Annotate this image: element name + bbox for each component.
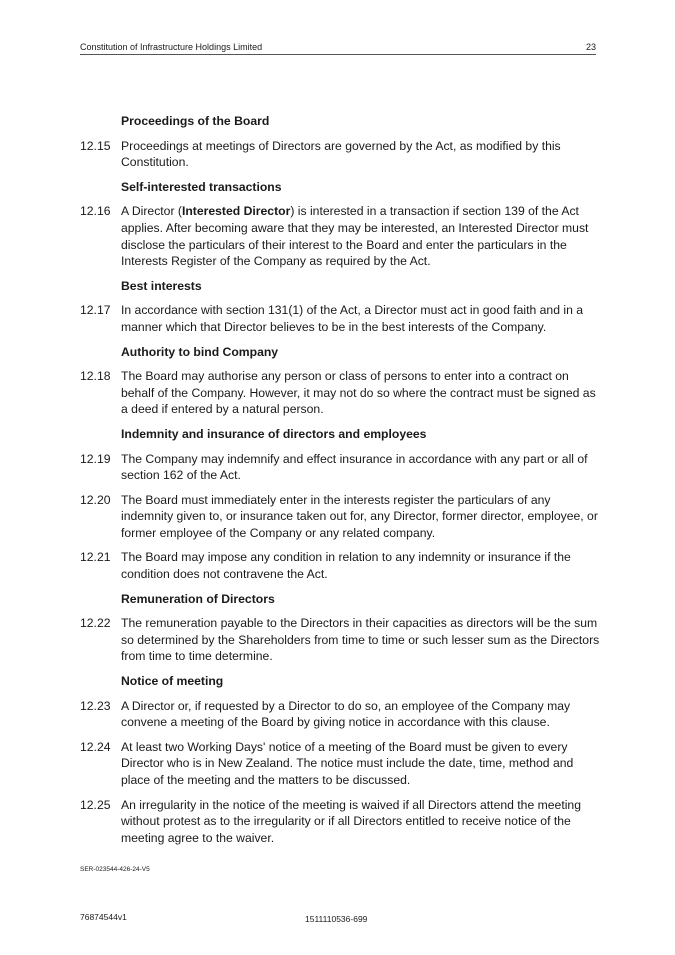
section-heading: Proceedings of the Board bbox=[121, 114, 270, 128]
section-heading: Authority to bind Company bbox=[121, 344, 279, 359]
clause bbox=[80, 138, 600, 171]
clause-text: Proceedings at meetings of Directors are governed by the Act, as modified by this Constitution. bbox=[121, 138, 561, 170]
page-header bbox=[80, 36, 596, 52]
footer-doc-id: 76874544v1 bbox=[80, 912, 127, 922]
clause-number: 12.20 bbox=[80, 492, 111, 507]
clause-text-part: ) is interested in a transaction if section 139 of the Act applies. After becoming aware that they may be interested, an Interested Director must disclose the particulars of their interest to the Board and enter the particulars in the Interests Register of the Company as required by the Act. bbox=[121, 204, 589, 269]
clause bbox=[80, 698, 600, 731]
clause-text bbox=[121, 203, 600, 269]
footer-center-id: 1511110536-699 bbox=[305, 914, 368, 924]
document-reference: SER-023544-426-24-V5 bbox=[80, 866, 150, 873]
section-heading: Remuneration of Directors bbox=[121, 591, 275, 606]
defined-term: Interested Director bbox=[181, 204, 291, 219]
section-heading: Notice of meeting bbox=[121, 674, 224, 689]
document-title: Constitution of Infrastructure Holdings Limited bbox=[80, 42, 263, 52]
clause-text: In accordance with section 131(1) of the Act, a Director must act in good faith and in a manner which that Director believes to be in the best interests of the Company. bbox=[121, 303, 584, 334]
clause-number: 12.19 bbox=[80, 451, 111, 466]
clause-text: An irregularity in the notice of the meeting is waived if all Directors attend the meeting without protest as to the irregularity or if all Directors entitled to receive notice of the meeting agree to the waiver. bbox=[121, 797, 581, 845]
document-body bbox=[80, 113, 600, 854]
clause-text: A Director or, if requested by a Director to do so, an employee of the Company may convene a meeting of the Board by giving notice in accordance with this clause. bbox=[121, 698, 571, 730]
clause-number: 12.18 bbox=[80, 369, 111, 384]
clause bbox=[80, 302, 600, 335]
clause-number: 12.16 bbox=[80, 204, 111, 219]
clause-text: The Board may impose any condition in relation to any indemnity or insurance if the condition does not contravene the Act. bbox=[121, 550, 571, 582]
clause-text: The Board must immediately enter in the interests register the particulars of any indemnity given to, or insurance taken out for, any Director, former director, employee, or former employee of the Company or any related company. bbox=[121, 492, 598, 540]
clause-number: 12.17 bbox=[80, 303, 111, 318]
clause-text: At least two Working Days' notice of a meeting of the Board must be given to every Director who is in New Zealand. The notice must include the date, time, method and place of the meeting and the matters to be discussed. bbox=[121, 739, 574, 787]
header-rule bbox=[80, 54, 596, 55]
clause-number: 12.24 bbox=[80, 739, 111, 754]
clause-number: 12.22 bbox=[80, 616, 111, 631]
clause bbox=[80, 797, 600, 847]
clause-text: The remuneration payable to the Directors in their capacities as directors will be the sum so determined by the Shareholders from time to time or such lesser sum as the Directors from time to time determine. bbox=[121, 616, 600, 664]
clause-text-part: A Director ( bbox=[121, 204, 182, 219]
clause bbox=[80, 451, 600, 484]
clause bbox=[80, 492, 600, 542]
clause-text: The Board may authorise any person or class of persons to enter into a contract on behalf of the Company. However, it may not do so where the contract must be signed as a deed if entered by a natural person. bbox=[121, 369, 596, 417]
clause-text: The Company may indemnify and effect insurance in accordance with any part or all of section 162 of the Act. bbox=[121, 451, 588, 483]
clause-number: 12.15 bbox=[80, 138, 111, 153]
clause bbox=[80, 739, 600, 789]
clause bbox=[80, 549, 600, 582]
section-heading: Indemnity and insurance of directors and employees bbox=[121, 426, 427, 441]
clause bbox=[80, 615, 600, 665]
page-number: 23 bbox=[585, 42, 596, 52]
clause-number: 12.25 bbox=[80, 797, 111, 812]
clause-number: 12.21 bbox=[80, 550, 111, 565]
clause bbox=[80, 368, 600, 418]
section-heading: Best interests bbox=[121, 278, 202, 293]
clause-number: 12.23 bbox=[80, 698, 111, 713]
section-heading: Self-interested transactions bbox=[121, 179, 282, 194]
clause bbox=[80, 203, 600, 269]
